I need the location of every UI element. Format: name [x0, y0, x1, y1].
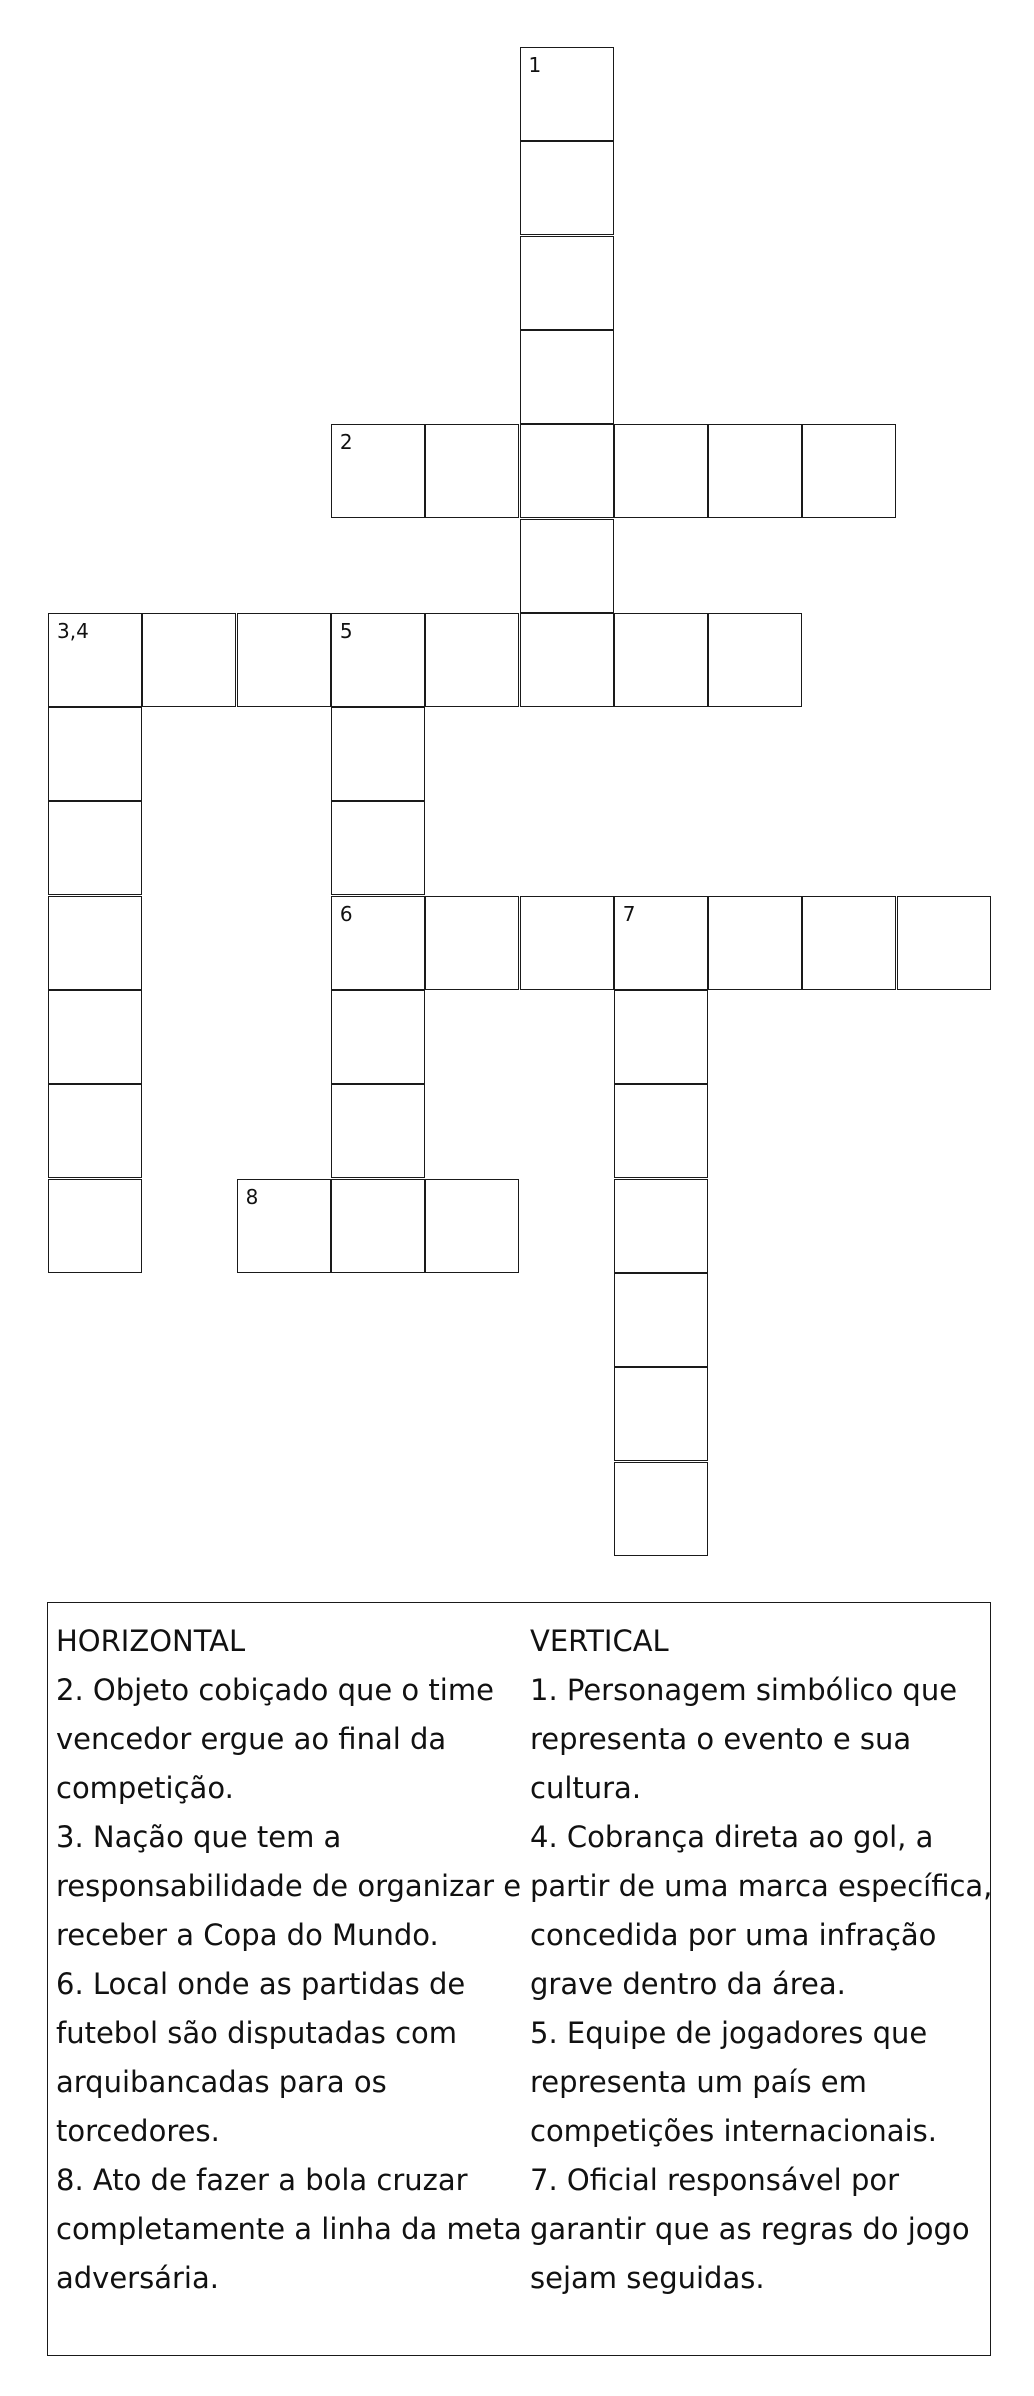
- clue-line: sejam seguidas.: [530, 2261, 765, 2295]
- clue-line: competições internacionais.: [530, 2114, 937, 2148]
- crossword-cell[interactable]: [48, 801, 142, 895]
- clue-line: partir de uma marca específica,: [530, 1869, 993, 1903]
- crossword-cell[interactable]: [802, 896, 896, 990]
- crossword-cell[interactable]: [331, 990, 425, 1084]
- clue-line: representa um país em: [530, 2065, 867, 2099]
- crossword-cell[interactable]: [708, 613, 802, 707]
- clue-line: 6. Local onde as partidas de: [56, 1967, 466, 2001]
- clue-number: 8: [245, 1184, 259, 1209]
- clue-line: 2. Objeto cobiçado que o time: [56, 1673, 494, 1707]
- clue-line: grave dentro da área.: [530, 1967, 846, 2001]
- crossword-cell[interactable]: [614, 1273, 708, 1367]
- clue-number: 1: [528, 53, 542, 77]
- crossword-cell[interactable]: [331, 1084, 425, 1178]
- vertical-heading: VERTICAL: [530, 1624, 669, 1658]
- crossword-cell[interactable]: [614, 1084, 708, 1178]
- crossword-cell[interactable]: [237, 613, 331, 707]
- crossword-cell[interactable]: [614, 1179, 708, 1273]
- crossword-cell[interactable]: [614, 1462, 708, 1556]
- horizontal-clues: [56, 1617, 522, 2303]
- clue-number: 5: [339, 618, 353, 643]
- vertical-clues: [530, 1617, 993, 2303]
- clue-line: 5. Equipe de jogadores que: [530, 2016, 928, 2050]
- clue-line: representa o evento e sua: [530, 1722, 912, 1756]
- clue-line: responsabilidade de organizar e: [56, 1869, 522, 1903]
- crossword-cell[interactable]: [520, 896, 614, 990]
- clue-line: 1. Personagem simbólico que: [530, 1673, 958, 1707]
- crossword-cell[interactable]: [425, 613, 519, 707]
- crossword-cell[interactable]: [48, 707, 142, 801]
- crossword-cell[interactable]: [48, 613, 142, 707]
- crossword-cell[interactable]: [331, 424, 425, 518]
- clue-line: garantir que as regras do jogo: [530, 2212, 970, 2246]
- clue-line: torcedores.: [56, 2114, 220, 2148]
- clue-line: completamente a linha da meta: [56, 2212, 522, 2246]
- crossword-cell[interactable]: [48, 1179, 142, 1273]
- crossword-cell[interactable]: [520, 47, 614, 141]
- crossword-cell[interactable]: [48, 896, 142, 990]
- clue-line: 7. Oficial responsável por: [530, 2163, 900, 2197]
- crossword-cell[interactable]: [425, 424, 519, 518]
- crossword-cell[interactable]: [614, 1367, 708, 1461]
- clue-number: 7: [622, 901, 636, 926]
- crossword-cell[interactable]: [48, 1084, 142, 1178]
- crossword-cell[interactable]: [614, 424, 708, 518]
- clue-line: concedida por uma infração: [530, 1918, 937, 1952]
- crossword-cell[interactable]: [237, 1179, 331, 1273]
- clue-number: 6: [339, 901, 353, 926]
- clue-line: 3. Nação que tem a: [56, 1820, 342, 1854]
- clue-number: 2: [339, 430, 353, 455]
- clue-line: competição.: [56, 1771, 234, 1805]
- crossword-cell[interactable]: [614, 990, 708, 1084]
- crossword-cell[interactable]: [897, 896, 991, 990]
- crossword-cell[interactable]: [708, 896, 802, 990]
- crossword-cell[interactable]: [708, 424, 802, 518]
- crossword-cell[interactable]: [425, 896, 519, 990]
- clue-line: futebol são disputadas com: [56, 2016, 458, 2050]
- crossword-cell[interactable]: [614, 613, 708, 707]
- crossword-cell[interactable]: [331, 896, 425, 990]
- crossword-cell[interactable]: [520, 613, 614, 707]
- crossword-cell[interactable]: [48, 990, 142, 1084]
- crossword-cell[interactable]: [425, 1179, 519, 1273]
- crossword-cell[interactable]: [614, 896, 708, 990]
- crossword-cell[interactable]: [520, 141, 614, 235]
- crossword-cell[interactable]: [331, 801, 425, 895]
- clue-line: arquibancadas para os: [56, 2065, 387, 2099]
- crossword-cell[interactable]: [142, 613, 236, 707]
- crossword-cell[interactable]: [520, 236, 614, 330]
- clue-line: 4. Cobrança direta ao gol, a: [530, 1820, 934, 1854]
- clue-line: adversária.: [56, 2261, 219, 2295]
- clue-line: 8. Ato de fazer a bola cruzar: [56, 2163, 468, 2197]
- clue-line: receber a Copa do Mundo.: [56, 1918, 439, 1952]
- crossword-cell[interactable]: [331, 707, 425, 801]
- crossword-cell[interactable]: [802, 424, 896, 518]
- crossword-cell[interactable]: [520, 519, 614, 613]
- clue-box: [47, 1602, 991, 2356]
- crossword-cell[interactable]: [520, 330, 614, 424]
- crossword-cell[interactable]: [331, 613, 425, 707]
- crossword-cell[interactable]: [520, 424, 614, 518]
- horizontal-heading: HORIZONTAL: [56, 1624, 246, 1658]
- clue-number: 3,4: [57, 618, 89, 643]
- crossword-cell[interactable]: [331, 1179, 425, 1273]
- clue-line: vencedor ergue ao final da: [56, 1722, 447, 1756]
- clue-line: cultura.: [530, 1771, 642, 1805]
